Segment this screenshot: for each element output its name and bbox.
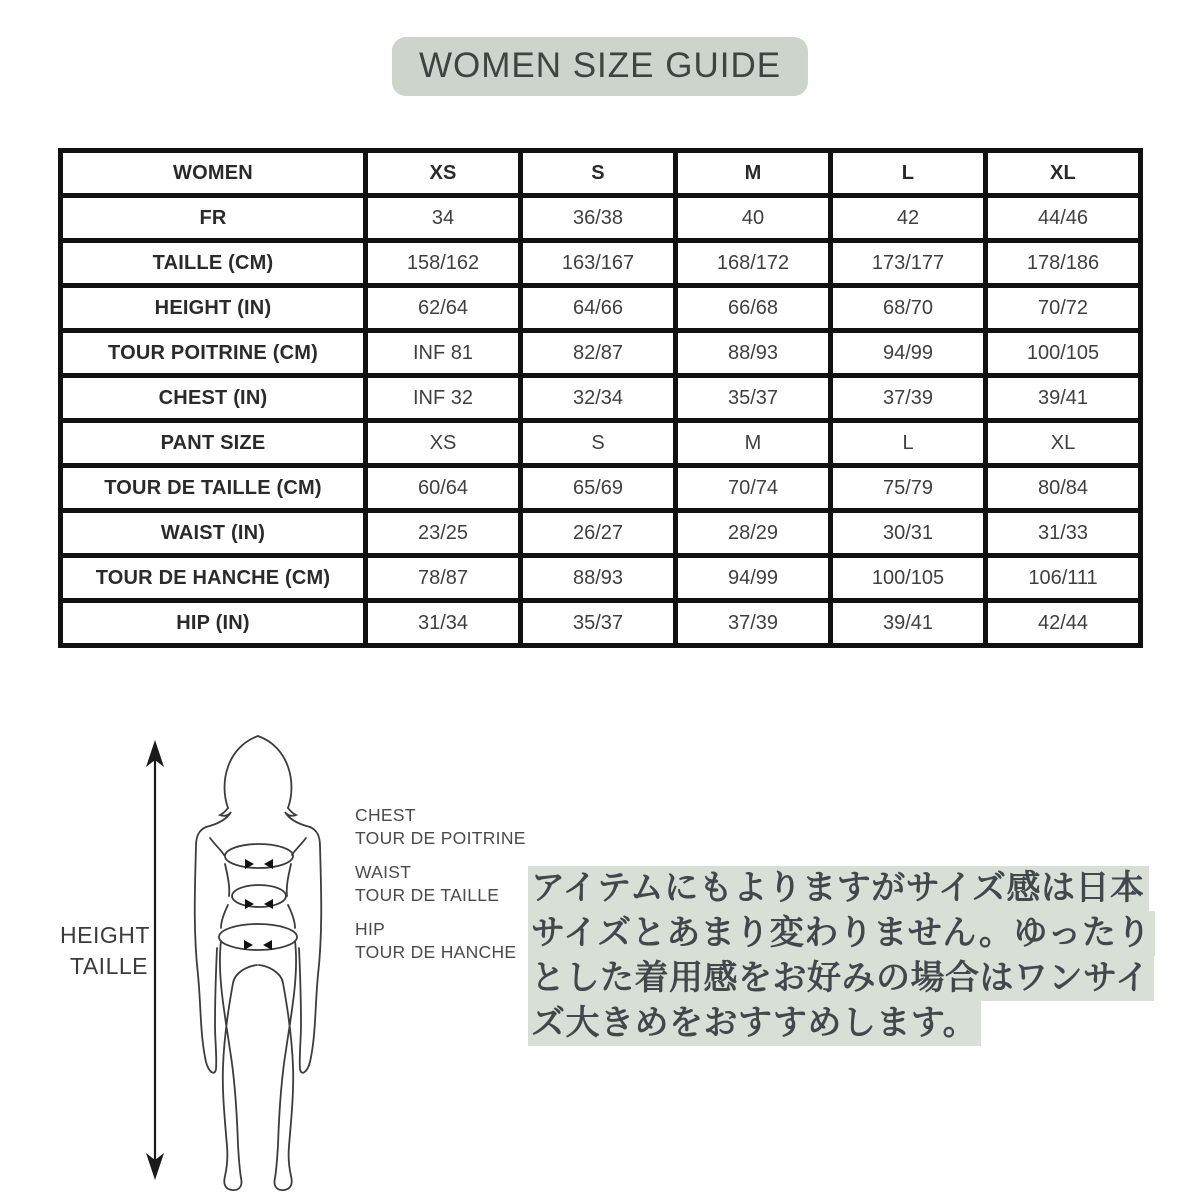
table-cell: INF 81	[366, 331, 521, 376]
table-cell: 23/25	[366, 511, 521, 556]
row-label-cell: HEIGHT (IN)	[61, 286, 366, 331]
table-cell: 35/37	[676, 376, 831, 421]
table-cell: 88/93	[676, 331, 831, 376]
row-label-cell: PANT SIZE	[61, 421, 366, 466]
waist-measure-ellipse	[232, 885, 286, 907]
size-table	[58, 148, 1143, 648]
table-cell: L	[831, 421, 986, 466]
table-cell: 44/46	[986, 196, 1141, 241]
row-label-cell: TAILLE (CM)	[61, 241, 366, 286]
measurement-label-en: HIP	[355, 919, 386, 939]
table-cell: 30/31	[831, 511, 986, 556]
table-row	[61, 466, 1141, 511]
table-row	[61, 286, 1141, 331]
measure-arrows-icon	[244, 859, 273, 950]
size-table-body	[61, 196, 1141, 646]
table-cell: 94/99	[676, 556, 831, 601]
table-cell: 39/41	[986, 376, 1141, 421]
table-row	[61, 601, 1141, 646]
table-cell: 42	[831, 196, 986, 241]
table-cell: XL	[986, 421, 1141, 466]
woman-outline-icon	[195, 736, 322, 1190]
row-label-cell: FR	[61, 196, 366, 241]
table-cell: 106/111	[986, 556, 1141, 601]
table-cell: 32/34	[521, 376, 676, 421]
table-cell: 82/87	[521, 331, 676, 376]
height-arrow-icon	[146, 740, 164, 1180]
table-cell: 39/41	[831, 601, 986, 646]
measurement-label-fr: TOUR DE TAILLE	[355, 885, 500, 905]
height-label-en: HEIGHT	[60, 922, 150, 948]
table-header-cell: S	[521, 151, 676, 196]
table-cell: 40	[676, 196, 831, 241]
table-cell: 88/93	[521, 556, 676, 601]
table-cell: 31/34	[366, 601, 521, 646]
table-header-cell: L	[831, 151, 986, 196]
table-cell: 80/84	[986, 466, 1141, 511]
table-cell: 36/38	[521, 196, 676, 241]
height-label-fr: TAILLE	[70, 953, 148, 979]
table-cell: 178/186	[986, 241, 1141, 286]
measurement-label-group	[355, 804, 535, 850]
table-header-row	[61, 151, 1141, 196]
table-cell: XS	[366, 421, 521, 466]
table-cell: 42/44	[986, 601, 1141, 646]
table-cell: 28/29	[676, 511, 831, 556]
table-cell: 173/177	[831, 241, 986, 286]
table-cell: 31/33	[986, 511, 1141, 556]
table-cell: S	[521, 421, 676, 466]
chest-measure-ellipse	[225, 844, 293, 868]
hip-measure-ellipse	[219, 924, 297, 950]
table-cell: 26/27	[521, 511, 676, 556]
table-cell: 60/64	[366, 466, 521, 511]
table-cell: M	[676, 421, 831, 466]
measurement-label-en: WAIST	[355, 862, 412, 882]
page-title: WOMEN SIZE GUIDE	[392, 37, 808, 96]
table-row	[61, 556, 1141, 601]
note-line: サイズとあまり変わりません。ゆったり	[528, 911, 1155, 956]
note-text-block	[528, 866, 1155, 1046]
table-row	[61, 376, 1141, 421]
table-cell: 158/162	[366, 241, 521, 286]
table-cell: 68/70	[831, 286, 986, 331]
table-row	[61, 196, 1141, 241]
height-label	[60, 920, 148, 982]
table-row	[61, 511, 1141, 556]
table-cell: 37/39	[831, 376, 986, 421]
measurement-label-fr: TOUR DE HANCHE	[355, 942, 517, 962]
note-line: ズ大きめをおすすめします。	[528, 1001, 1155, 1046]
table-cell: 62/64	[366, 286, 521, 331]
table-cell: 168/172	[676, 241, 831, 286]
table-cell: INF 32	[366, 376, 521, 421]
measurement-label-en: CHEST	[355, 805, 416, 825]
table-header-cell: M	[676, 151, 831, 196]
row-label-cell: TOUR DE TAILLE (CM)	[61, 466, 366, 511]
table-cell: 66/68	[676, 286, 831, 331]
table-row	[61, 421, 1141, 466]
table-header-cell: WOMEN	[61, 151, 366, 196]
row-label-cell: WAIST (IN)	[61, 511, 366, 556]
measurement-label-group	[355, 918, 535, 964]
measurement-label-fr: TOUR DE POITRINE	[355, 828, 526, 848]
table-header-cell: XS	[366, 151, 521, 196]
table-cell: 34	[366, 196, 521, 241]
table-cell: 70/74	[676, 466, 831, 511]
table-row	[61, 241, 1141, 286]
table-cell: 75/79	[831, 466, 986, 511]
row-label-cell: HIP (IN)	[61, 601, 366, 646]
note-line: とした着用感をお好みの場合はワンサイ	[528, 956, 1155, 1001]
measurement-label-group	[355, 861, 535, 907]
measurement-labels	[355, 804, 535, 975]
table-cell: 78/87	[366, 556, 521, 601]
table-header-cell: XL	[986, 151, 1141, 196]
table-cell: 70/72	[986, 286, 1141, 331]
row-label-cell: CHEST (IN)	[61, 376, 366, 421]
table-cell: 64/66	[521, 286, 676, 331]
table-row	[61, 331, 1141, 376]
table-cell: 65/69	[521, 466, 676, 511]
table-cell: 94/99	[831, 331, 986, 376]
table-cell: 100/105	[986, 331, 1141, 376]
table-cell: 163/167	[521, 241, 676, 286]
row-label-cell: TOUR DE HANCHE (CM)	[61, 556, 366, 601]
table-cell: 35/37	[521, 601, 676, 646]
note-line: アイテムにもよりますがサイズ感は日本	[528, 866, 1155, 911]
table-cell: 100/105	[831, 556, 986, 601]
row-label-cell: TOUR POITRINE (CM)	[61, 331, 366, 376]
table-cell: 37/39	[676, 601, 831, 646]
